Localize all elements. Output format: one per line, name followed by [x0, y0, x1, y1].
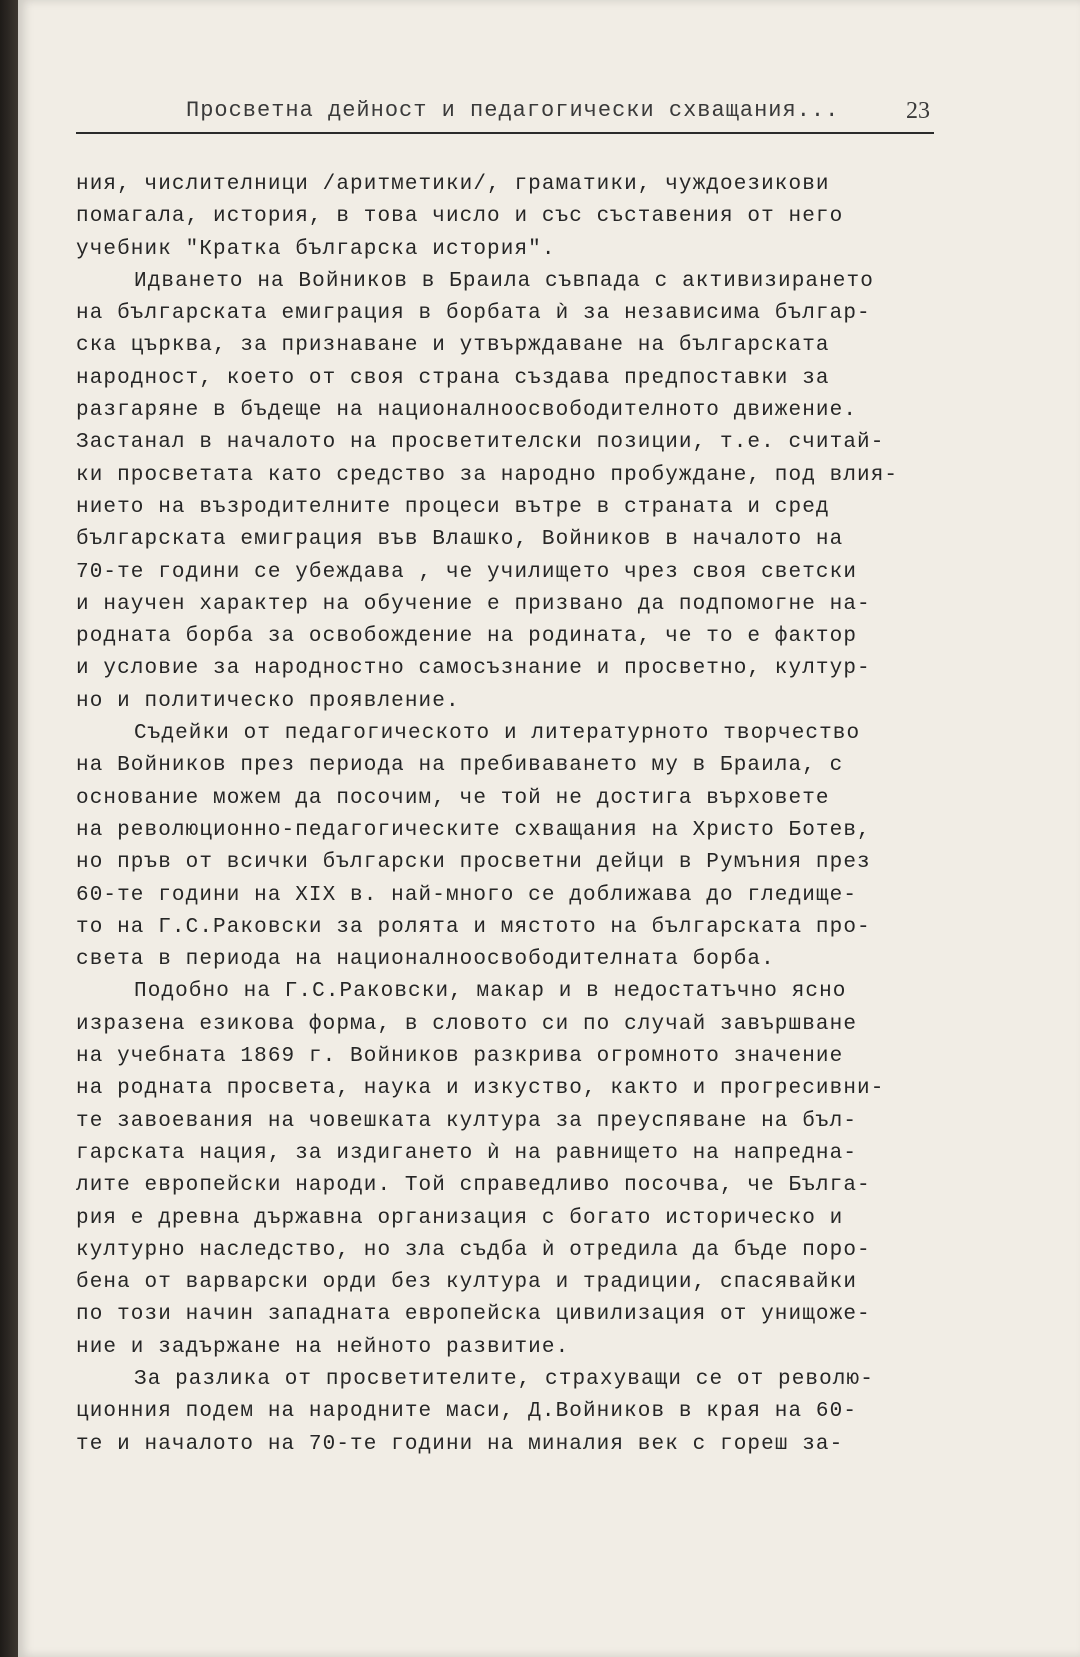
text-line: бена от варварски орди без култура и традиции, спасявайки: [76, 1271, 858, 1295]
text-line: на революционно-педагогическите схващания на Христо Ботев,: [76, 818, 871, 842]
text-line: Застанал в началото на просветителски позиции, т.е. считай-: [76, 431, 885, 455]
text-line: то на Г.С.Раковски за ролята и мястото на българската про-: [76, 915, 871, 939]
text-line: 60-те години на XIX в. най-много се доближава до гледище-: [76, 883, 858, 907]
text-line: културно наследство, но зла съдба ѝ отредила да бъде поро-: [76, 1238, 871, 1262]
text-line: разгаряне в бъдеще на националноосвободителното движение.: [76, 399, 858, 423]
text-line: ния, числителници /аритметики/, граматики, чуждоезикови: [76, 173, 830, 196]
text-line: на българската емиграция в борбата ѝ за независима българ-: [76, 302, 871, 326]
text-line: народност, което от своя страна създава предпоставки за: [76, 366, 830, 390]
text-line: но пръв от всички български просветни дейци в Румъния през: [76, 851, 871, 875]
text-line: но и политическо проявление.: [76, 689, 460, 713]
document-page: [18, 0, 1080, 1657]
text-line: ние и задържане на нейното развитие.: [76, 1335, 570, 1359]
text-line: на родната просвета, наука и изкуство, както и прогресивни-: [76, 1077, 885, 1101]
text-line: по този начин западната европейска цивилизация от унищоже-: [76, 1303, 871, 1327]
text-line: света в периода на националноосвободителната борба.: [76, 948, 775, 972]
text-line: помагала, история, в това число и със съставения от него: [76, 205, 844, 229]
binding-shadow: [0, 0, 18, 1657]
text-line: на Войников през периода на пребиваването му в Браила, с: [76, 754, 844, 778]
page-number: 23: [906, 98, 930, 124]
text-line: ционния подем на народните маси, Д.Войников в края на 60-: [76, 1400, 858, 1424]
text-line: изразена езикова форма, в словото си по случай завършване: [76, 1012, 858, 1036]
text-line: Съдейки от педагогическото и литературното творчество: [134, 722, 861, 746]
text-line: 70-те години се убеждава , че училището чрез своя светски: [76, 560, 858, 584]
text-line: ки просветата като средство за народно пробуждане, под влия-: [76, 463, 899, 487]
text-line: основание можем да посочим, че той не достига върховете: [76, 786, 830, 810]
text-line: ска църква, за признаване и утвърждаване на българската: [76, 334, 830, 358]
text-line: За разлика от просветителите, страхуващи се от револю-: [134, 1367, 874, 1391]
text-line: и условие за народностно самосъзнание и просветно, култур-: [76, 657, 871, 681]
text-line: Идването на Войников в Браила съвпада с активизирането: [134, 269, 874, 293]
text-line: лите европейски народи. Той справедливо посочва, че Бълга-: [76, 1174, 871, 1198]
text-line: учебник "Кратка българска история".: [76, 237, 556, 261]
running-header: [76, 96, 934, 134]
text-line: българската емиграция във Влашко, Войников в началото на: [76, 528, 844, 552]
text-line: и научен характер на обучение е призвано да подпомогне на-: [76, 592, 871, 616]
text-line: родната борба за освобождение на родината, че то е фактор: [76, 625, 858, 649]
running-title: Просветна дейност и педагогически схващания...: [186, 98, 840, 123]
text-line: на учебната 1869 г. Войников разкрива огромното значение: [76, 1045, 844, 1069]
text-line: гарската нация, за издигането ѝ на равнището на напредна-: [76, 1141, 858, 1165]
text-line: те и началото на 70-те години на миналия век с гореш за-: [76, 1432, 844, 1456]
text-line: рия е древна държавна организация с богато историческо и: [76, 1206, 844, 1230]
text-line: нието на възродителните процеси вътре в страната и сред: [76, 495, 830, 519]
text-line: те завоевания на човешката култура за преуспяване на бъл-: [76, 1109, 858, 1133]
body-text: [76, 169, 956, 1461]
text-line: Подобно на Г.С.Раковски, макар и в недостатъчно ясно: [134, 980, 847, 1004]
